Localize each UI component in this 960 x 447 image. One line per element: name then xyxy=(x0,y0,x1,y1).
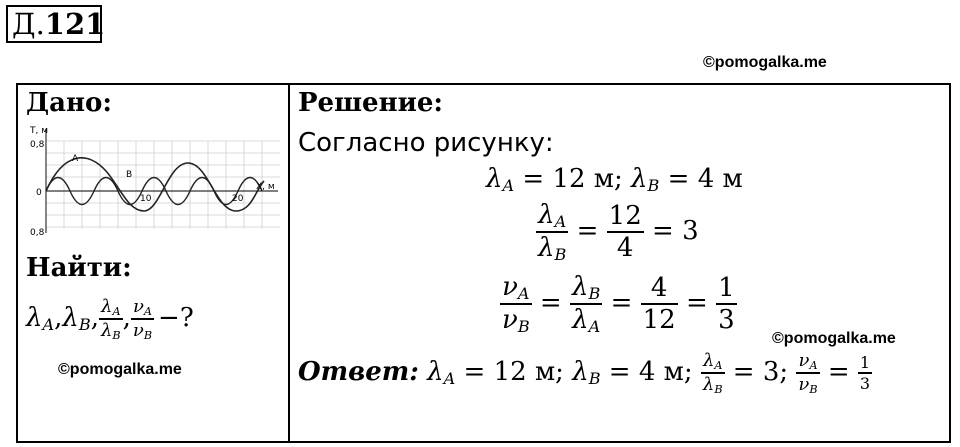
wave-graph xyxy=(28,123,282,243)
watermark-top: ©pomogalka.me xyxy=(703,54,827,71)
graph-x-label: Х, м xyxy=(256,182,275,192)
answer-label: Ответ: xyxy=(298,356,419,387)
solution-line-2: $\frac{\lambda_A}{\lambda_B}$ = $\frac{12}{4}$ = 3 xyxy=(538,200,699,265)
task-number: 121 xyxy=(44,7,106,41)
solution-line-3: $\frac{\nu_A}{\nu_B}$ = $\frac{\lambda_B}{\lambda_A}$ = $\frac{4}{12}$ = $\frac{1}{3}$ xyxy=(502,272,735,337)
graph-y-bottom: 0,8 xyxy=(30,228,45,238)
graph-y-top: 0,8 xyxy=(30,140,45,150)
graph-y-origin: 0 xyxy=(36,188,42,198)
given-heading: Дано: xyxy=(26,88,112,118)
solution-line-1: $\lambda_A = 12$ м; $\lambda_B = 4$ м xyxy=(486,164,743,196)
graph-label-a: А xyxy=(72,154,79,164)
task-number-box xyxy=(6,5,106,43)
table-divider xyxy=(288,83,290,443)
watermark-left: ©pomogalka.me xyxy=(58,361,182,378)
answer-line: Ответ: $\lambda_A = 12$ м; $\lambda_B = 4$ м; $\frac{\lambda_A}{\lambda_B}$ = 3; $\frac{\nu_A}{\nu_B}$ = $\frac{1}{3}$ xyxy=(298,350,871,396)
solution-heading: Решение: xyxy=(298,88,444,118)
graph-x-mark-1: 10 xyxy=(140,194,152,204)
graph-y-label: Т, м xyxy=(30,126,49,136)
graph-x-mark-2: 20 xyxy=(232,194,244,204)
find-expression: $\lambda_A,\lambda_B$, $\frac{\lambda_A}{\lambda_B}$ , $\frac{\nu_A}{\nu_B}$ −? xyxy=(26,296,194,342)
graph-label-b: В xyxy=(126,170,133,180)
watermark-right: ©pomogalka.me xyxy=(772,330,896,347)
solution-intro: Согласно рисунку: xyxy=(298,128,554,158)
find-heading: Найти: xyxy=(26,253,132,283)
task-prefix: Д. xyxy=(12,7,45,41)
